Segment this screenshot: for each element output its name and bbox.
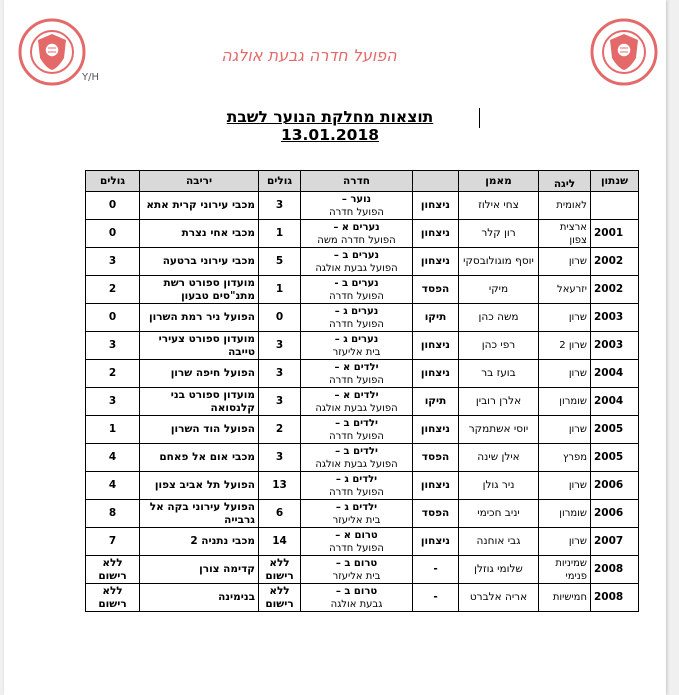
team-club-name: הפועל גבעת אולגה xyxy=(315,458,398,470)
cell-hadera-team xyxy=(301,248,413,276)
cell-opponent: קדימה צורן xyxy=(140,556,259,584)
cell-opponent-goals: 7 xyxy=(86,528,140,556)
cell-league: שרון xyxy=(539,472,591,500)
cell-goals: ללא רישום xyxy=(259,584,301,612)
team-age-group: ילדים א – xyxy=(334,361,379,373)
cell-result: ניצחון xyxy=(413,416,459,444)
cell-hadera-team xyxy=(301,192,413,220)
cell-league: שומרון xyxy=(539,500,591,528)
table-row xyxy=(86,332,639,360)
cell-coach: משה כהן xyxy=(459,304,539,332)
cell-year: 2002 xyxy=(591,276,639,304)
cell-opponent-goals: 4 xyxy=(86,472,140,500)
cell-opponent: מכבי עירוני קרית אתא xyxy=(140,192,259,220)
team-club-name: הפועל גבעת אולגה xyxy=(315,262,398,274)
table-row xyxy=(86,192,639,220)
team-club-name: הפועל חדרה משה xyxy=(317,234,396,246)
team-club-name: הפועל חדרה xyxy=(329,318,384,330)
cell-result: ניצחון xyxy=(413,248,459,276)
cell-year: 2005 xyxy=(591,416,639,444)
cell-hadera-team xyxy=(301,528,413,556)
cell-opponent-goals: 2 xyxy=(86,276,140,304)
team-age-group: נערים ב - xyxy=(334,277,379,289)
cell-opponent-goals: 3 xyxy=(86,388,140,416)
cell-year: 2004 xyxy=(591,388,639,416)
cell-year: 2001 xyxy=(591,220,639,248)
cell-opponent: הפועל תל אביב צפון xyxy=(140,472,259,500)
cell-league: מפרץ xyxy=(539,444,591,472)
cell-goals: 5 xyxy=(259,248,301,276)
table-row xyxy=(86,472,639,500)
header-goals: גולים xyxy=(259,171,301,192)
cell-result: הפסד xyxy=(413,500,459,528)
table-row xyxy=(86,444,639,472)
cell-coach: אלרן רובין xyxy=(459,388,539,416)
cell-coach: רפי כהן xyxy=(459,332,539,360)
cell-result: תיקו xyxy=(413,388,459,416)
header-league: ליגה xyxy=(539,171,591,192)
header-hadera: חדרה xyxy=(301,171,413,192)
cell-hadera-team xyxy=(301,276,413,304)
cell-opponent: בנימינה xyxy=(140,584,259,612)
cell-opponent-goals: 3 xyxy=(86,332,140,360)
header-opponent-goals: גולים xyxy=(86,171,140,192)
team-age-group: נערים ב – xyxy=(333,249,380,261)
cell-goals: 14 xyxy=(259,528,301,556)
cell-goals: ללא רישום xyxy=(259,556,301,584)
cell-year: 2006 xyxy=(591,500,639,528)
cell-opponent: מכבי אחי נצרת xyxy=(140,220,259,248)
document-title[interactable]: תוצאות מחלקת הנוער לשבת 13.01.2018 xyxy=(226,108,434,144)
cell-coach: יוסף מוגולובסקי xyxy=(459,248,539,276)
cell-coach: צחי אילוז xyxy=(459,192,539,220)
team-age-group: ילדים א – xyxy=(334,389,379,401)
table-row xyxy=(86,360,639,388)
document-page xyxy=(4,0,666,695)
cell-opponent: הפועל עירוני בקה אל גרבייה xyxy=(140,500,259,528)
team-age-group: נערים ג – xyxy=(334,333,379,345)
cell-hadera-team xyxy=(301,416,413,444)
cell-goals: 1 xyxy=(259,220,301,248)
cell-opponent-goals: 0 xyxy=(86,304,140,332)
cell-year: 2008 xyxy=(591,556,639,584)
table-row xyxy=(86,528,639,556)
cell-goals: 3 xyxy=(259,360,301,388)
cell-hadera-team xyxy=(301,220,413,248)
team-age-group: נערים ג – xyxy=(334,305,379,317)
cell-result: הפסד xyxy=(413,444,459,472)
cell-opponent-goals: 1 xyxy=(86,416,140,444)
team-age-group: ילדים ב – xyxy=(335,417,378,429)
cell-hadera-team xyxy=(301,472,413,500)
cell-league: שרון xyxy=(539,360,591,388)
team-club-name: בית אליעזר xyxy=(332,346,381,358)
cell-league: יזרעאל xyxy=(539,276,591,304)
cell-goals: 6 xyxy=(259,500,301,528)
cell-hadera-team xyxy=(301,388,413,416)
cell-result: ניצחון xyxy=(413,472,459,500)
cell-league: שרון xyxy=(539,416,591,444)
cell-goals: 3 xyxy=(259,192,301,220)
cell-coach: יניב חכימי xyxy=(459,500,539,528)
table-row xyxy=(86,248,639,276)
team-age-group: ילדים ג – xyxy=(335,473,378,485)
cell-goals: 13 xyxy=(259,472,301,500)
cell-coach: בועז בר xyxy=(459,360,539,388)
cell-goals: 0 xyxy=(259,304,301,332)
table-row xyxy=(86,584,639,612)
cell-hadera-team xyxy=(301,500,413,528)
table-row xyxy=(86,276,639,304)
cell-opponent: מכבי אום אל פאחם xyxy=(140,444,259,472)
cell-opponent: מכבי עירוני ברטעה xyxy=(140,248,259,276)
cell-hadera-team xyxy=(301,444,413,472)
team-club-name: הפועל חדרה xyxy=(329,542,384,554)
cell-year: 2007 xyxy=(591,528,639,556)
team-club-name: בית אליעזר xyxy=(332,514,381,526)
table-row xyxy=(86,500,639,528)
cell-opponent-goals: 2 xyxy=(86,360,140,388)
cell-year: 2004 xyxy=(591,360,639,388)
cell-league: שרון xyxy=(539,304,591,332)
cell-opponent-goals: 3 xyxy=(86,248,140,276)
team-club-name: הפועל חדרה xyxy=(329,206,384,218)
cell-goals: 3 xyxy=(259,332,301,360)
cell-opponent-goals: ללא רישום xyxy=(86,556,140,584)
text-cursor xyxy=(479,108,480,128)
cell-coach: שלומי גוזלן xyxy=(459,556,539,584)
cell-league: שרון xyxy=(539,248,591,276)
club-logo-left xyxy=(18,18,86,86)
team-age-group: טרום ב – xyxy=(335,557,378,569)
cell-opponent-goals: 0 xyxy=(86,220,140,248)
cell-opponent-goals: 4 xyxy=(86,444,140,472)
cell-year: 2005 xyxy=(591,444,639,472)
cell-coach: מיקי xyxy=(459,276,539,304)
cell-result: ניצחון xyxy=(413,192,459,220)
cell-hadera-team xyxy=(301,332,413,360)
table-row xyxy=(86,416,639,444)
header-result xyxy=(413,171,459,192)
header-coach: מאמן xyxy=(459,171,539,192)
cell-result: ניצחון xyxy=(413,360,459,388)
team-club-name: הפועל חדרה xyxy=(329,290,384,302)
cell-opponent: מועדון ספורט צעירי טייבה xyxy=(140,332,259,360)
cell-coach: אריה אלברט xyxy=(459,584,539,612)
team-club-name: בית אליעזר xyxy=(332,570,381,582)
cell-league: חמישיות xyxy=(539,584,591,612)
results-table-body xyxy=(86,192,639,612)
table-header-row xyxy=(86,171,639,192)
cell-result: - xyxy=(413,584,459,612)
header-year: שנתון xyxy=(591,171,639,192)
team-club-name: גבעת אולגה xyxy=(330,598,383,610)
cell-league: שומרון xyxy=(539,388,591,416)
cell-hadera-team xyxy=(301,304,413,332)
table-row xyxy=(86,220,639,248)
club-logo-right xyxy=(590,18,658,86)
cell-league: שרון xyxy=(539,528,591,556)
cell-goals: 3 xyxy=(259,388,301,416)
results-table xyxy=(85,170,639,612)
cell-result: ניצחון xyxy=(413,332,459,360)
cell-result: ניצחון xyxy=(413,528,459,556)
cell-league: שרון 2 xyxy=(539,332,591,360)
cell-coach: גבי אוחנה xyxy=(459,528,539,556)
team-age-group: טרום א – xyxy=(335,529,378,541)
cell-result: הפסד xyxy=(413,276,459,304)
team-age-group: נערים א – xyxy=(333,221,380,233)
cell-opponent-goals: 0 xyxy=(86,192,140,220)
cell-league: לאומית xyxy=(539,192,591,220)
cell-result: תיקו xyxy=(413,304,459,332)
cell-year: 2003 xyxy=(591,304,639,332)
team-age-group: נוער – xyxy=(341,193,372,205)
cell-coach: רון קלר xyxy=(459,220,539,248)
cell-year xyxy=(591,192,639,220)
cell-year: 2006 xyxy=(591,472,639,500)
cell-hadera-team xyxy=(301,584,413,612)
team-club-name: הפועל חדרה xyxy=(329,430,384,442)
cell-coach: אילן שינה xyxy=(459,444,539,472)
cell-opponent: הפועל חיפה שרון xyxy=(140,360,259,388)
table-row xyxy=(86,304,639,332)
cell-year: 2003 xyxy=(591,332,639,360)
author-initials: Y/H xyxy=(82,72,99,83)
header-opponent: יריבה xyxy=(140,171,259,192)
team-club-name: הפועל חדרה xyxy=(329,486,384,498)
cell-opponent: מכבי נתניה 2 xyxy=(140,528,259,556)
table-row xyxy=(86,388,639,416)
cell-league: שמיניות פנימי xyxy=(539,556,591,584)
team-age-group: טרום ב – xyxy=(335,585,378,597)
cell-opponent: מועדון ספורט בני קלנסואה xyxy=(140,388,259,416)
team-age-group: ילדים ב – xyxy=(335,445,378,457)
cell-year: 2008 xyxy=(591,584,639,612)
cell-league: ארצית צפון xyxy=(539,220,591,248)
team-age-group: ילדים ג – xyxy=(335,501,378,513)
cell-goals: 1 xyxy=(259,276,301,304)
cell-year: 2002 xyxy=(591,248,639,276)
cell-opponent: הפועל ניר רמת השרון xyxy=(140,304,259,332)
cell-opponent-goals: ללא רישום xyxy=(86,584,140,612)
cell-hadera-team xyxy=(301,556,413,584)
cell-opponent: הפועל הוד השרון xyxy=(140,416,259,444)
team-club-name: הפועל גבעת אולגה xyxy=(315,402,398,414)
cell-goals: 3 xyxy=(259,444,301,472)
cell-result: - xyxy=(413,556,459,584)
cell-coach: יוסי אשתמקר xyxy=(459,416,539,444)
table-row xyxy=(86,556,639,584)
cell-hadera-team xyxy=(301,360,413,388)
club-name-header: הפועל חדרה גבעת אולגה xyxy=(221,46,397,65)
cell-opponent: מועדון ספורט רשת מתנ"סים טבעון xyxy=(140,276,259,304)
cell-opponent-goals: 8 xyxy=(86,500,140,528)
team-club-name: הפועל חדרה xyxy=(329,374,384,386)
cell-goals: 2 xyxy=(259,416,301,444)
cell-coach: ניר גולן xyxy=(459,472,539,500)
cell-result: ניצחון xyxy=(413,220,459,248)
